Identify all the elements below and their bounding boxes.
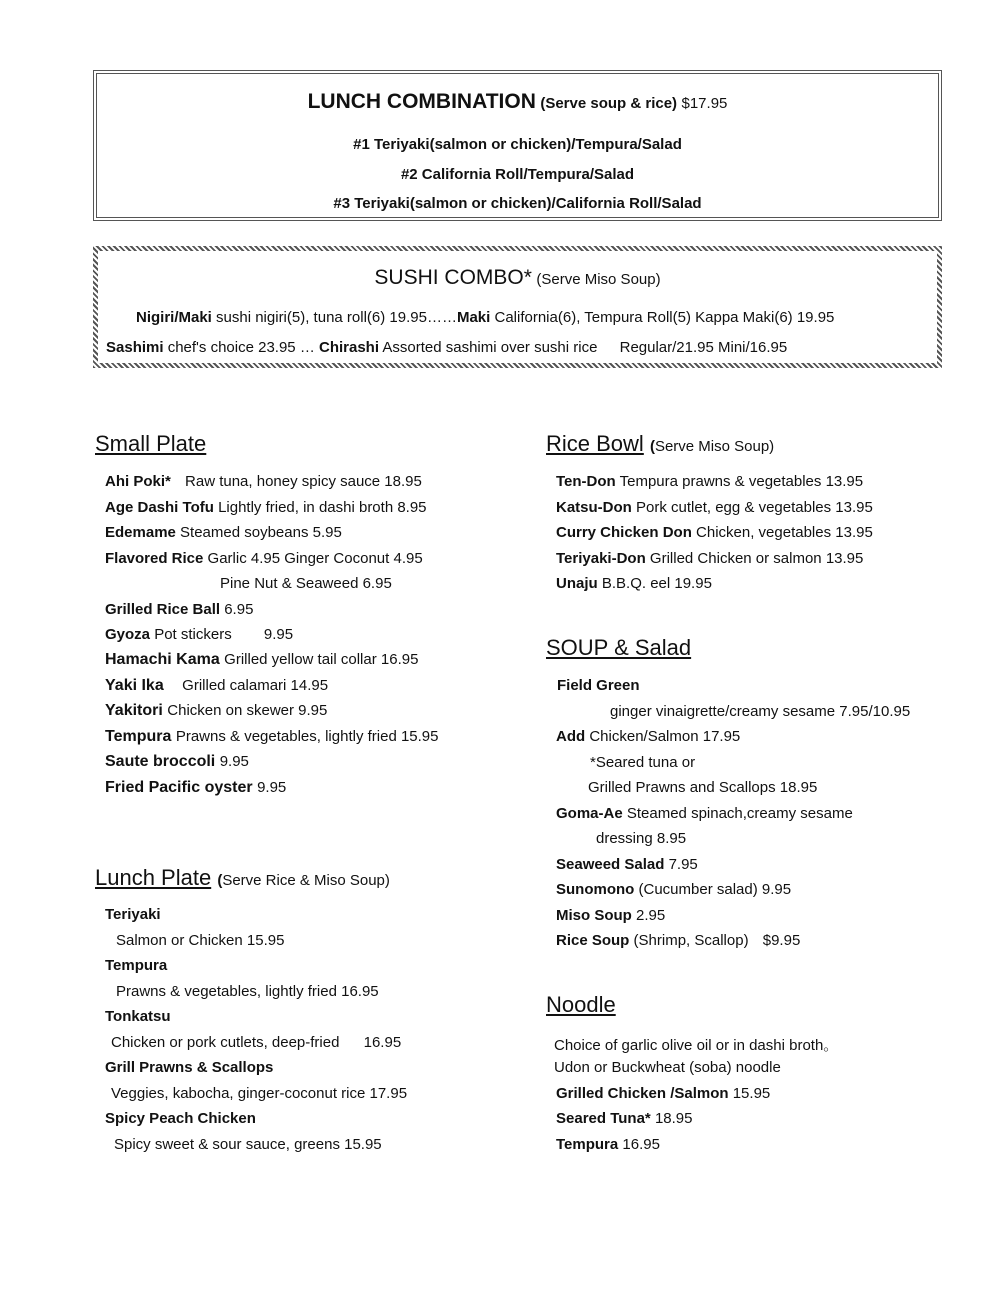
- lunch-combination-note: (Serve soup & rice): [540, 95, 678, 112]
- item-desc: B.B.Q. eel 19.95: [601, 575, 712, 592]
- item-desc: Pork cutlet, egg & vegetables 13.95: [636, 499, 873, 516]
- noodle-title: Noodle: [546, 992, 616, 1017]
- list-item: [105, 651, 418, 669]
- sushi-combo-line-1: [136, 309, 834, 326]
- lunch-plate-paren: (: [217, 872, 223, 889]
- list-item: [105, 550, 423, 567]
- list-item: [105, 499, 427, 516]
- item-desc: 2.95: [636, 907, 666, 924]
- add-desc: Chicken/Salmon 17.95: [589, 728, 741, 745]
- sushi-combo-box: [93, 246, 942, 368]
- item-name: Flavored Rice: [105, 550, 204, 567]
- nigiri-maki-desc: sushi nigiri(5), tuna roll(6) 19.95……: [216, 309, 457, 326]
- sushi-combo-note: (Serve Miso Soup): [536, 271, 661, 288]
- sashimi-name: Sashimi: [106, 339, 164, 356]
- item-price: 9.95: [263, 626, 294, 643]
- item-desc: Chicken on skewer 9.95: [167, 702, 328, 719]
- chirashi-desc: Assorted sashimi over sushi rice: [382, 339, 598, 356]
- item-desc: Raw tuna, honey spicy sauce 18.95: [185, 473, 422, 490]
- noodle-heading: [546, 992, 616, 1018]
- item-desc: (Shrimp, Scallop): [633, 932, 749, 949]
- item-desc: Chicken or pork cutlets, deep-fried: [111, 1034, 340, 1051]
- maki-desc: California(6), Tempura Roll(5) Kappa Maki(6) 19.95: [494, 309, 835, 326]
- goma-desc: Steamed spinach,creamy sesame: [626, 805, 853, 822]
- list-item: [556, 1110, 692, 1127]
- soup-salad-heading: [546, 635, 691, 661]
- lunch-combination-title: LUNCH COMBINATION: [307, 90, 536, 113]
- lunch-combination-heading: [97, 90, 938, 114]
- list-item: [105, 677, 328, 695]
- item-price: $9.95: [762, 932, 801, 949]
- list-item: [220, 575, 392, 592]
- item-desc: Grilled Chicken or salmon 13.95: [649, 550, 864, 567]
- item-desc: Pot stickers: [154, 626, 232, 643]
- item-desc: Grilled calamari 14.95: [182, 677, 329, 694]
- list-item: [105, 728, 439, 746]
- list-item: [105, 779, 286, 797]
- goma-ae-line: [556, 805, 853, 822]
- add-line-2: *Seared tuna or: [590, 754, 696, 771]
- item-name: Rice Soup: [556, 932, 630, 949]
- noodle-line-1: Choice of garlic olive oil or in dashi broth。: [554, 1037, 839, 1054]
- list-item: [556, 575, 712, 592]
- item-desc: Garlic 4.95 Ginger Coconut 4.95: [207, 550, 423, 567]
- list-item: [105, 753, 249, 771]
- goma-name: Goma-Ae: [556, 805, 623, 822]
- list-item-name: Tonkatsu: [105, 1008, 171, 1025]
- item-desc: Grilled yellow tail collar 16.95: [224, 651, 419, 668]
- small-plate-title: Small Plate: [95, 431, 207, 456]
- item-desc: 9.95: [219, 753, 249, 770]
- item-name: Ten-Don: [556, 473, 616, 490]
- sashimi-desc: chef's choice 23.95 …: [167, 339, 315, 356]
- chirashi-name: Chirashi: [319, 339, 380, 356]
- list-item: [105, 473, 422, 490]
- lunch-combo-item: #2 California Roll/Tempura/Salad: [400, 166, 635, 183]
- item-desc: Prawns & vegetables, lightly fried 15.95: [175, 728, 439, 745]
- goma-ae-line-2: dressing 8.95: [596, 830, 687, 847]
- sushi-combo-title: SUSHI COMBO*: [374, 266, 532, 289]
- item-name: Ahi Poki*: [105, 473, 171, 490]
- item-name: Seaweed Salad: [556, 856, 665, 873]
- item-name: Grilled Chicken /Salmon: [556, 1085, 729, 1102]
- item-name: Seared Tuna*: [556, 1110, 651, 1127]
- lunch-plate-title: Lunch Plate: [95, 865, 212, 890]
- item-desc: 16.95: [622, 1136, 660, 1153]
- item-desc: 9.95: [257, 779, 287, 796]
- item-name: Saute broccoli: [105, 753, 216, 770]
- list-item: [556, 499, 873, 516]
- lunch-plate-heading: [95, 865, 390, 891]
- noodle-line-2: Udon or Buckwheat (soba) noodle: [554, 1059, 781, 1076]
- list-item-name: Spicy Peach Chicken: [105, 1110, 256, 1127]
- item-name: Miso Soup: [556, 907, 632, 924]
- list-item: [556, 932, 800, 949]
- item-desc: Pine Nut & Seaweed 6.95: [220, 575, 392, 592]
- list-item: [556, 881, 791, 898]
- rice-bowl-note: Serve Miso Soup): [654, 438, 775, 455]
- list-item-desc: Salmon or Chicken 15.95: [116, 932, 285, 949]
- item-name: Edemame: [105, 524, 176, 541]
- lunch-combo-item: #3 Teriyaki(salmon or chicken)/California Roll/Salad: [333, 195, 702, 212]
- list-item: [556, 473, 863, 490]
- item-name: Grilled Rice Ball: [105, 601, 221, 618]
- list-item: [556, 1136, 660, 1153]
- lunch-combination-price: $17.95: [681, 95, 728, 112]
- list-item-name: Grill Prawns & Scallops: [105, 1059, 274, 1076]
- add-name: Add: [556, 728, 586, 745]
- item-name: Hamachi Kama: [105, 651, 220, 668]
- list-item-name: Tempura: [105, 957, 168, 974]
- item-desc: Chicken, vegetables 13.95: [696, 524, 873, 541]
- item-name: Unaju: [556, 575, 598, 592]
- nigiri-maki-name: Nigiri/Maki: [136, 309, 212, 326]
- list-item: [556, 907, 665, 924]
- field-green-desc: ginger vinaigrette/creamy sesame 7.95/10.95: [610, 703, 911, 720]
- item-name: Yaki Ika: [105, 677, 164, 694]
- lunch-plate-note: Serve Rice & Miso Soup): [222, 872, 390, 889]
- item-name: Sunomono: [556, 881, 635, 898]
- item-desc: 6.95: [224, 601, 254, 618]
- rice-bowl-heading: [546, 431, 774, 457]
- list-item-name: Teriyaki: [105, 906, 161, 923]
- item-desc: 18.95: [654, 1110, 693, 1127]
- item-desc: 7.95: [668, 856, 698, 873]
- lunch-combo-item: #1 Teriyaki(salmon or chicken)/Tempura/Salad: [353, 136, 682, 153]
- list-item-desc: Prawns & vegetables, lightly fried 16.95: [116, 983, 379, 1000]
- item-name: Teriyaki-Don: [556, 550, 646, 567]
- list-item: [556, 856, 698, 873]
- list-item: [105, 626, 293, 643]
- list-item-desc: Veggies, kabocha, ginger-coconut rice 17.95: [111, 1085, 408, 1102]
- rice-bowl-paren: (: [649, 438, 655, 455]
- item-name: Curry Chicken Don: [556, 524, 692, 541]
- item-name: Yakitori: [105, 702, 163, 719]
- soup-salad-title: SOUP & Salad: [546, 635, 692, 660]
- item-desc: Steamed soybeans 5.95: [180, 524, 342, 541]
- list-item: [105, 601, 253, 618]
- item-desc: (Cucumber salad) 9.95: [638, 881, 792, 898]
- field-green-name: Field Green: [557, 677, 640, 694]
- lunch-combination-box: [93, 70, 942, 221]
- item-name: Tempura: [105, 728, 172, 745]
- item-name: Tempura: [556, 1136, 619, 1153]
- chirashi-prices: Regular/21.95 Mini/16.95: [619, 339, 788, 356]
- add-line-3: Grilled Prawns and Scallops 18.95: [588, 779, 818, 796]
- item-name: Katsu-Don: [556, 499, 632, 516]
- sushi-combo-line-2: [106, 339, 787, 356]
- list-item: [556, 524, 873, 541]
- sushi-combo-heading: [98, 266, 937, 290]
- list-item-desc: Spicy sweet & sour sauce, greens 15.95: [114, 1136, 382, 1153]
- list-item: [556, 1085, 770, 1102]
- small-plate-heading: [95, 431, 206, 457]
- list-item: [556, 550, 863, 567]
- item-desc: Lightly fried, in dashi broth 8.95: [218, 499, 427, 516]
- item-name: Gyoza: [105, 626, 151, 643]
- add-line: [556, 728, 740, 745]
- item-price: 16.95: [363, 1034, 402, 1051]
- list-item: [105, 524, 342, 541]
- maki-name: Maki: [456, 309, 491, 326]
- list-item: [105, 702, 327, 720]
- item-name: Age Dashi Tofu: [105, 499, 214, 516]
- rice-bowl-title: Rice Bowl: [546, 431, 644, 456]
- item-desc: Tempura prawns & vegetables 13.95: [619, 473, 864, 490]
- item-desc: 15.95: [732, 1085, 771, 1102]
- list-item-desc: [111, 1034, 401, 1051]
- item-name: Fried Pacific oyster: [105, 779, 253, 796]
